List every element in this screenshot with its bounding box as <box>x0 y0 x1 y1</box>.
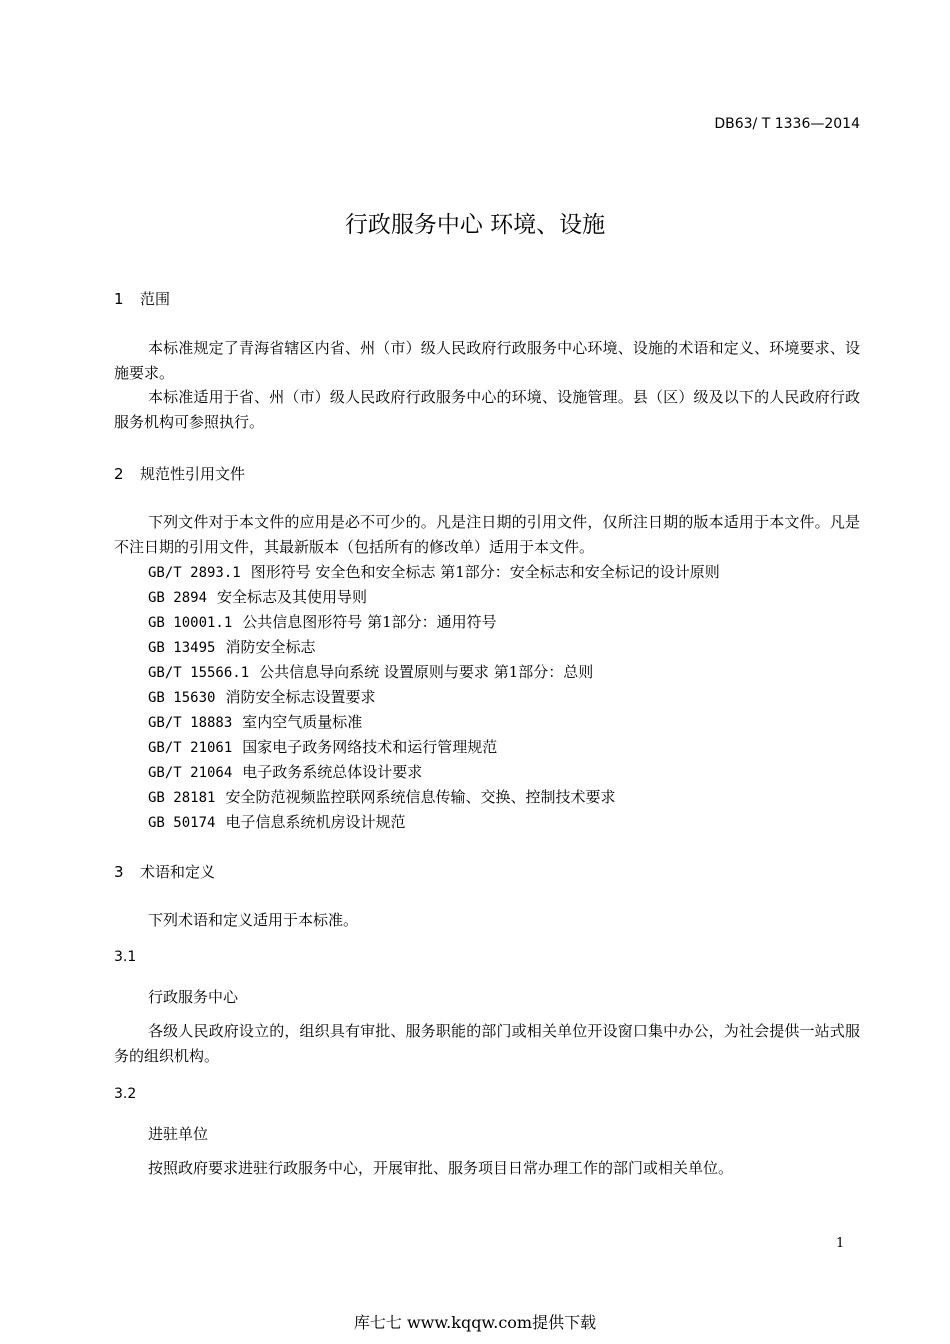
section-title: 范围 <box>140 290 171 308</box>
reference-code: GB 28181 <box>148 790 216 806</box>
reference-item <box>148 736 497 757</box>
reference-code: GB 10001.1 <box>148 615 233 631</box>
reference-code: GB/T 15566.1 <box>148 665 250 681</box>
section-1-heading <box>114 288 170 309</box>
reference-item <box>148 561 720 582</box>
section-2-heading <box>114 463 245 484</box>
reference-title: 安全防范视频监控联网系统信息传输、交换、控制技术要求 <box>225 788 616 806</box>
section-3-intro: 下列术语和定义适用于本标准。 <box>148 911 359 929</box>
download-footer: 库七七 www.kqqw.com提供下载 <box>353 1313 597 1332</box>
term-name: 行政服务中心 <box>148 988 239 1006</box>
page-number: 1 <box>836 1236 845 1251</box>
reference-title: 消防安全标志 <box>225 638 316 656</box>
reference-item <box>148 761 422 782</box>
term-number: 3.2 <box>114 1086 137 1102</box>
reference-code: GB/T 18883 <box>148 715 233 731</box>
reference-title: 国家电子政务网络技术和运行管理规范 <box>242 738 498 756</box>
standard-code: DB63/ T 1336—2014 <box>714 116 860 132</box>
section-title: 术语和定义 <box>140 863 216 881</box>
reference-item <box>148 811 405 832</box>
reference-item <box>148 686 375 707</box>
reference-item <box>148 661 593 682</box>
section-1-paragraph-1: 本标准规定了青海省辖区内省、州（市）级人民政府行政服务中心环境、设施的术语和定义、环境要求、设施要求。 <box>114 339 860 382</box>
reference-code: GB/T 21061 <box>148 740 233 756</box>
reference-code: GB 2894 <box>148 590 208 606</box>
term-name: 进驻单位 <box>148 1125 209 1143</box>
term-definition: 各级人民政府设立的，组织具有审批、服务职能的部门或相关单位开设窗口集中办公，为社会提供一站式服务的组织机构。 <box>114 1022 860 1065</box>
reference-title: 室内空气质量标准 <box>242 713 363 731</box>
reference-code: GB 13495 <box>148 640 216 656</box>
section-1-paragraph-2: 本标准适用于省、州（市）级人民政府行政服务中心的环境、设施管理。县（区）级及以下的人民政府行政服务机构可参照执行。 <box>114 388 860 431</box>
reference-title: 公共信息图形符号 第1部分：通用符号 <box>242 613 497 631</box>
reference-code: GB 15630 <box>148 690 216 706</box>
reference-title: 公共信息导向系统 设置原则与要求 第1部分：总则 <box>259 663 594 681</box>
reference-title: 图形符号 安全色和安全标志 第1部分：安全标志和安全标记的设计原则 <box>250 563 720 581</box>
reference-title: 消防安全标志设置要求 <box>225 688 376 706</box>
section-2-intro: 下列文件对于本文件的应用是必不可少的。凡是注日期的引用文件，仅所注日期的版本适用于本文件。凡是不注日期的引用文件，其最新版本（包括所有的修改单）适用于本文件。 <box>114 513 860 556</box>
reference-code: GB/T 21064 <box>148 765 233 781</box>
reference-item <box>148 786 615 807</box>
term-definition: 按照政府要求进驻行政服务中心，开展审批、服务项目日常办理工作的部门或相关单位。 <box>148 1159 734 1177</box>
reference-item <box>148 611 497 632</box>
reference-item <box>148 636 315 657</box>
section-number: 1 <box>114 290 124 308</box>
reference-title: 电子政务系统总体设计要求 <box>242 763 423 781</box>
section-number: 3 <box>114 863 124 881</box>
section-number: 2 <box>114 465 124 483</box>
term-number: 3.1 <box>114 949 137 965</box>
document-title: 行政服务中心 环境、设施 <box>344 212 606 238</box>
reference-code: GB/T 2893.1 <box>148 565 241 581</box>
reference-code: GB 50174 <box>148 815 216 831</box>
section-title: 规范性引用文件 <box>140 465 246 483</box>
reference-item <box>148 711 362 732</box>
reference-item <box>148 586 367 607</box>
reference-title: 安全标志及其使用导则 <box>217 588 368 606</box>
section-3-heading <box>114 861 215 882</box>
reference-title: 电子信息系统机房设计规范 <box>225 813 406 831</box>
